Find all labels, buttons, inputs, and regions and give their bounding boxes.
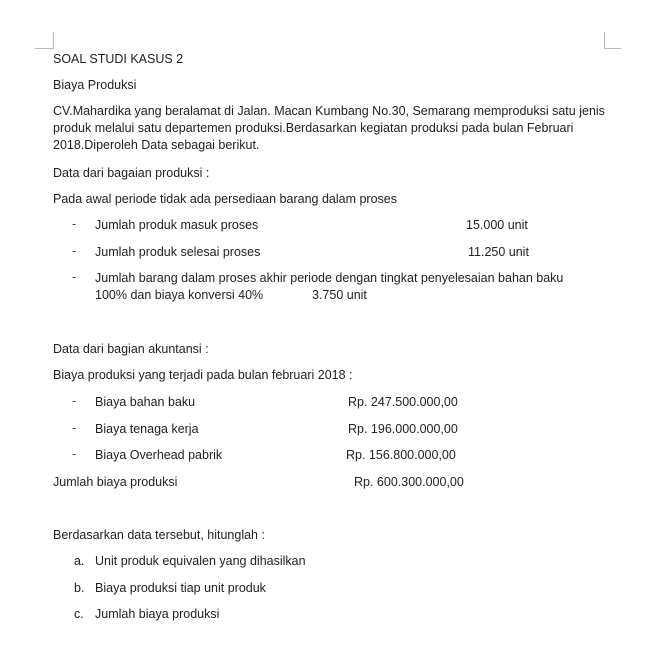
wip-line-2: 100% dan biaya konversi 40%	[95, 288, 264, 302]
question-marker: c.	[74, 607, 84, 621]
questions-heading: Berdasarkan data tersebut, hitunglah :	[53, 528, 265, 542]
document-title: SOAL STUDI KASUS 2	[53, 52, 184, 66]
list-dash: -	[72, 394, 77, 408]
cost-item-value: Rp. 196.000.000,00	[348, 422, 458, 436]
question-text: Jumlah biaya produksi	[95, 607, 220, 621]
question-text: Biaya produksi tiap unit produk	[95, 581, 266, 595]
page-corner-mark-top-right	[604, 32, 621, 49]
intro-paragraph: CV.Mahardika yang beralamat di Jalan. Macan Kumbang No.30, Semarang memproduksi satu jenis produk melalui satu departemen produksi.Berdasarkan kegiatan produksi pada bulan Februari 2018.Diperoleh Data sebagai berikut.	[53, 104, 605, 152]
production-item-value: 11.250 unit	[468, 245, 529, 259]
list-dash: -	[72, 244, 77, 258]
list-dash: -	[72, 421, 77, 435]
question-marker: b.	[74, 581, 85, 595]
total-cost-label: Jumlah biaya produksi	[53, 475, 178, 489]
list-dash: -	[72, 270, 77, 284]
cost-item-value: Rp. 247.500.000,00	[348, 395, 458, 409]
production-item-value: 15.000 unit	[466, 218, 528, 232]
cost-item-value: Rp. 156.800.000,00	[346, 448, 456, 462]
cost-item-label: Biaya tenaga kerja	[95, 422, 199, 436]
page-corner-mark-top-left	[35, 32, 54, 49]
question-marker: a.	[74, 554, 85, 568]
document-subtitle: Biaya Produksi	[53, 78, 137, 92]
cost-item-label: Biaya Overhead pabrik	[95, 448, 223, 462]
wip-line-1: Jumlah barang dalam proses akhir periode dengan tingkat penyelesaian bahan baku	[95, 271, 564, 285]
cost-item-label: Biaya bahan baku	[95, 395, 196, 409]
production-heading: Data dari bagaian produksi :	[53, 166, 210, 180]
production-item-label: Jumlah produk masuk proses	[95, 218, 259, 232]
production-item-label: Jumlah produk selesai proses	[95, 245, 261, 259]
wip-value: 3.750 unit	[312, 288, 367, 302]
list-dash: -	[72, 447, 77, 461]
accounting-note: Biaya produksi yang terjadi pada bulan februari 2018 :	[53, 368, 353, 382]
production-note: Pada awal periode tidak ada persediaan barang dalam proses	[53, 192, 397, 206]
list-dash: -	[72, 217, 77, 231]
question-text: Unit produk equivalen yang dihasilkan	[95, 554, 306, 568]
accounting-heading: Data dari bagian akuntansi :	[53, 342, 209, 356]
total-cost-value: Rp. 600.300.000,00	[354, 475, 464, 489]
